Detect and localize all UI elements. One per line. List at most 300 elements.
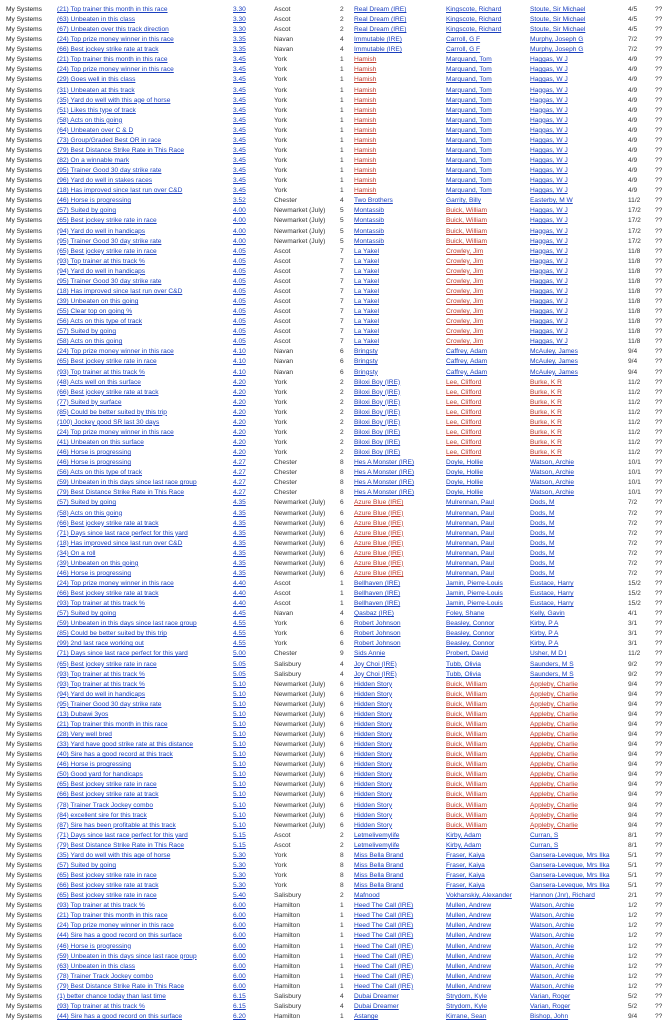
- horse-link[interactable]: Real Dream (IRE): [354, 6, 407, 13]
- race-time-link[interactable]: 3.45: [233, 56, 246, 64]
- system-rule-link[interactable]: (59) Unbeaten in this days since last race group: [57, 479, 197, 487]
- horse-link[interactable]: Mafnood: [354, 892, 380, 900]
- trainer-link[interactable]: Dods, M: [530, 549, 555, 557]
- horse-link[interactable]: Sids Annie: [354, 650, 386, 658]
- race-time-link[interactable]: 5.10: [233, 710, 246, 718]
- race-time-link[interactable]: 4.20: [233, 388, 246, 396]
- horse-link[interactable]: Hamish: [354, 146, 377, 154]
- horse-link[interactable]: Bringsty: [354, 348, 378, 356]
- race-time-link[interactable]: 4.40: [233, 579, 246, 587]
- race-time-link[interactable]: 6.00: [233, 972, 246, 980]
- jockey-link[interactable]: Marquand, Tom: [446, 76, 492, 84]
- horse-link[interactable]: Biloxi Boy (IRE): [354, 428, 401, 436]
- system-rule-link[interactable]: (39) Unbeaten on this going: [57, 559, 139, 567]
- horse-link[interactable]: Hidden Story: [354, 811, 393, 819]
- race-time-link[interactable]: 4.05: [233, 338, 246, 346]
- system-rule-link[interactable]: (95) Trainer Good 30 day strike rate: [57, 167, 162, 175]
- race-time-link[interactable]: 3.30: [233, 16, 246, 24]
- horse-link[interactable]: Heed The Call (IRE): [354, 912, 414, 920]
- system-rule-link[interactable]: (66) Best jockey strike rate at track: [57, 882, 159, 890]
- jockey-link[interactable]: Kirrane, Sean: [446, 1013, 487, 1020]
- race-time-link[interactable]: 6.00: [233, 922, 246, 930]
- trainer-link[interactable]: Curran, S: [530, 831, 559, 839]
- system-rule-link[interactable]: (21) Top trainer this month in this race: [57, 912, 168, 920]
- race-time-link[interactable]: 4.35: [233, 559, 246, 567]
- jockey-link[interactable]: Doyle, Hollie: [446, 479, 484, 487]
- system-rule-link[interactable]: (65) Best jockey strike rate in race: [57, 872, 157, 880]
- system-rule-link[interactable]: (24) Top prize money winner in this race: [57, 36, 174, 44]
- horse-link[interactable]: Hidden Story: [354, 720, 393, 728]
- jockey-link[interactable]: Strydom, Kyle: [446, 1002, 488, 1010]
- trainer-link[interactable]: Dods, M: [530, 559, 555, 567]
- race-time-link[interactable]: 5.10: [233, 811, 246, 819]
- system-rule-link[interactable]: (65) Best jockey strike rate in race: [57, 892, 157, 900]
- race-time-link[interactable]: 4.40: [233, 600, 246, 608]
- jockey-link[interactable]: Buick, William: [446, 821, 488, 829]
- system-rule-link[interactable]: (100) Jockey good SR last 30 days: [57, 418, 160, 426]
- trainer-link[interactable]: Burke, K R: [530, 418, 562, 426]
- trainer-link[interactable]: Eustace, Harry: [530, 590, 574, 598]
- system-rule-link[interactable]: (31) Unbeaten at this track: [57, 86, 135, 94]
- race-time-link[interactable]: 3.45: [233, 66, 246, 74]
- race-time-link[interactable]: 3.45: [233, 126, 246, 134]
- trainer-link[interactable]: Dods, M: [530, 569, 555, 577]
- trainer-link[interactable]: Burke, K R: [530, 388, 562, 396]
- system-rule-link[interactable]: (33) Yard have good strike rate at this distance: [57, 741, 194, 749]
- horse-link[interactable]: Real Dream (IRE): [354, 26, 407, 34]
- jockey-link[interactable]: Lee, Clifford: [446, 408, 482, 416]
- system-rule-link[interactable]: (39) Unbeaten on this going: [57, 298, 139, 306]
- system-rule-link[interactable]: (24) Top prize money winner in this race: [57, 579, 174, 587]
- trainer-link[interactable]: Appleby, Charlie: [530, 771, 578, 779]
- system-rule-link[interactable]: (59) Unbeaten in this days since last race group: [57, 952, 197, 960]
- horse-link[interactable]: Hidden Story: [354, 781, 393, 789]
- jockey-link[interactable]: Mullen, Andrew: [446, 902, 492, 910]
- trainer-link[interactable]: Appleby, Charlie: [530, 741, 578, 749]
- horse-link[interactable]: Miss Bella Brand: [354, 882, 404, 890]
- jockey-link[interactable]: Jamin, Pierre-Louis: [446, 590, 503, 598]
- system-rule-link[interactable]: (18) Has improved since last run over C&D: [57, 187, 183, 195]
- horse-link[interactable]: Hidden Story: [354, 821, 393, 829]
- jockey-link[interactable]: Mullen, Andrew: [446, 942, 492, 950]
- race-time-link[interactable]: 5.10: [233, 700, 246, 708]
- trainer-link[interactable]: Appleby, Charlie: [530, 791, 578, 799]
- race-time-link[interactable]: 3.45: [233, 187, 246, 195]
- jockey-link[interactable]: Probert, David: [446, 650, 489, 658]
- system-rule-link[interactable]: (63) Unbeaten in this class: [57, 16, 136, 24]
- system-rule-link[interactable]: (82) On a winnable mark: [57, 157, 130, 165]
- trainer-link[interactable]: Dods, M: [530, 499, 555, 507]
- system-rule-link[interactable]: (48) Acts well on this surface: [57, 378, 141, 386]
- system-rule-link[interactable]: (46) Horse is progressing: [57, 569, 132, 577]
- horse-link[interactable]: Hamish: [354, 157, 377, 165]
- jockey-link[interactable]: Kingscote, Richard: [446, 26, 502, 34]
- jockey-link[interactable]: Buick, William: [446, 781, 488, 789]
- system-rule-link[interactable]: (35) Yard do well with this age of horse: [57, 851, 171, 859]
- race-time-link[interactable]: 3.45: [233, 136, 246, 144]
- horse-link[interactable]: Hamish: [354, 167, 377, 175]
- jockey-link[interactable]: Mullen, Andrew: [446, 972, 492, 980]
- system-rule-link[interactable]: (71) Days since last race perfect for this yard: [57, 529, 188, 537]
- race-time-link[interactable]: 5.10: [233, 720, 246, 728]
- trainer-link[interactable]: Haggas, W J: [530, 237, 568, 245]
- jockey-link[interactable]: Lee, Clifford: [446, 428, 482, 436]
- horse-link[interactable]: Miss Bella Brand: [354, 861, 404, 869]
- horse-link[interactable]: La Yakel: [354, 287, 380, 295]
- jockey-link[interactable]: Caffrey, Adam: [446, 348, 488, 356]
- system-rule-link[interactable]: (46) Horse is progressing: [57, 459, 132, 467]
- race-time-link[interactable]: 4.20: [233, 449, 246, 457]
- horse-link[interactable]: Miss Bella Brand: [354, 872, 404, 880]
- race-time-link[interactable]: 4.05: [233, 308, 246, 316]
- system-rule-link[interactable]: (93) Top trainer at this track %: [57, 902, 145, 910]
- trainer-link[interactable]: Watson, Archie: [530, 912, 575, 920]
- trainer-link[interactable]: Burke, K R: [530, 378, 562, 386]
- race-time-link[interactable]: 3.45: [233, 86, 246, 94]
- system-rule-link[interactable]: (79) Best Distance Strike Rate in This Race: [57, 841, 185, 849]
- system-rule-link[interactable]: (66) Best jockey strike rate at track: [57, 46, 159, 54]
- race-time-link[interactable]: 4.45: [233, 610, 246, 618]
- race-time-link[interactable]: 4.35: [233, 529, 246, 537]
- trainer-link[interactable]: Stoute, Sir Michael: [530, 26, 586, 34]
- trainer-link[interactable]: Saunders, M S: [530, 670, 574, 678]
- trainer-link[interactable]: Watson, Archie: [530, 952, 575, 960]
- trainer-link[interactable]: Watson, Archie: [530, 922, 575, 930]
- jockey-link[interactable]: Doyle, Hollie: [446, 489, 484, 497]
- race-time-link[interactable]: 6.00: [233, 982, 246, 990]
- trainer-link[interactable]: Watson, Archie: [530, 902, 575, 910]
- horse-link[interactable]: La Yakel: [354, 338, 380, 346]
- system-rule-link[interactable]: (87) Sire has been profitable at this track: [57, 821, 176, 829]
- jockey-link[interactable]: Mullen, Andrew: [446, 982, 492, 990]
- system-rule-link[interactable]: (50) Good yard for handicaps: [57, 771, 143, 779]
- trainer-link[interactable]: Haggas, W J: [530, 217, 568, 225]
- horse-link[interactable]: Two Brothers: [354, 197, 393, 205]
- jockey-link[interactable]: Crowley, Jim: [446, 257, 484, 265]
- horse-link[interactable]: Azure Blue (IRE): [354, 549, 404, 557]
- jockey-link[interactable]: Lee, Clifford: [446, 388, 482, 396]
- trainer-link[interactable]: Haggas, W J: [530, 106, 568, 114]
- race-time-link[interactable]: 5.05: [233, 660, 246, 668]
- jockey-link[interactable]: Mullen, Andrew: [446, 932, 492, 940]
- jockey-link[interactable]: Doyle, Hollie: [446, 459, 484, 467]
- horse-link[interactable]: Robert Johnson: [354, 640, 401, 648]
- jockey-link[interactable]: Buick, William: [446, 690, 488, 698]
- system-rule-link[interactable]: (24) Top prize money winner in this race: [57, 428, 174, 436]
- system-rule-link[interactable]: (93) Top trainer at this track %: [57, 257, 145, 265]
- horse-link[interactable]: Letmelivemylife: [354, 841, 400, 849]
- system-rule-link[interactable]: (21) Top trainer this month in this race: [57, 56, 168, 64]
- horse-link[interactable]: Hidden Story: [354, 791, 393, 799]
- system-rule-link[interactable]: (73) Group/Graded Best OR in race: [57, 136, 162, 144]
- system-rule-link[interactable]: (93) Top trainer at this track %: [57, 1002, 145, 1010]
- jockey-link[interactable]: Lee, Clifford: [446, 398, 482, 406]
- horse-link[interactable]: Hamish: [354, 187, 377, 195]
- jockey-link[interactable]: Lee, Clifford: [446, 449, 482, 457]
- horse-link[interactable]: Hamish: [354, 177, 377, 185]
- horse-link[interactable]: Immutable (IRE): [354, 46, 402, 54]
- race-time-link[interactable]: 4.55: [233, 630, 246, 638]
- trainer-link[interactable]: Appleby, Charlie: [530, 731, 578, 739]
- system-rule-link[interactable]: (65) Best jockey strike rate in race: [57, 781, 157, 789]
- system-rule-link[interactable]: (78) Trainer Track Jockey combo: [57, 801, 154, 809]
- jockey-link[interactable]: Garrity, Billy: [446, 197, 482, 205]
- system-rule-link[interactable]: (94) Yard do well in handicaps: [57, 690, 146, 698]
- jockey-link[interactable]: Kirby, Adam: [446, 831, 482, 839]
- jockey-link[interactable]: Buick, William: [446, 761, 488, 769]
- trainer-link[interactable]: Haggas, W J: [530, 328, 568, 336]
- race-time-link[interactable]: 4.35: [233, 539, 246, 547]
- jockey-link[interactable]: Buick, William: [446, 741, 488, 749]
- system-rule-link[interactable]: (77) Suited by surface: [57, 398, 122, 406]
- race-time-link[interactable]: 4.05: [233, 277, 246, 285]
- system-rule-link[interactable]: (57) Suited by going: [57, 207, 117, 215]
- trainer-link[interactable]: Haggas, W J: [530, 247, 568, 255]
- horse-link[interactable]: Heed The Call (IRE): [354, 982, 414, 990]
- jockey-link[interactable]: Tubb, Olivia: [446, 660, 481, 668]
- race-time-link[interactable]: 6.00: [233, 932, 246, 940]
- race-time-link[interactable]: 3.45: [233, 167, 246, 175]
- system-rule-link[interactable]: (56) Acts on this type of track: [57, 469, 143, 477]
- system-rule-link[interactable]: (79) Best Distance Strike Rate in This Race: [57, 146, 185, 154]
- trainer-link[interactable]: Haggas, W J: [530, 96, 568, 104]
- horse-link[interactable]: La Yakel: [354, 277, 380, 285]
- trainer-link[interactable]: Appleby, Charlie: [530, 710, 578, 718]
- system-rule-link[interactable]: (46) Horse is progressing: [57, 761, 132, 769]
- system-rule-link[interactable]: (93) Top trainer at this track %: [57, 680, 145, 688]
- trainer-link[interactable]: Appleby, Charlie: [530, 751, 578, 759]
- jockey-link[interactable]: Jamin, Pierre-Louis: [446, 600, 503, 608]
- horse-link[interactable]: Joy Choi (IRE): [354, 670, 397, 678]
- trainer-link[interactable]: Watson, Archie: [530, 489, 575, 497]
- race-time-link[interactable]: 6.00: [233, 962, 246, 970]
- system-rule-link[interactable]: (29) Goes well in this class: [57, 76, 136, 84]
- race-time-link[interactable]: 5.10: [233, 821, 246, 829]
- trainer-link[interactable]: Burke, K R: [530, 428, 562, 436]
- horse-link[interactable]: Heed The Call (IRE): [354, 932, 414, 940]
- system-rule-link[interactable]: (95) Trainer Good 30 day strike rate: [57, 237, 162, 245]
- jockey-link[interactable]: Buick, William: [446, 710, 488, 718]
- race-time-link[interactable]: 4.20: [233, 428, 246, 436]
- jockey-link[interactable]: Kingscote, Richard: [446, 6, 502, 13]
- trainer-link[interactable]: Watson, Archie: [530, 469, 575, 477]
- trainer-link[interactable]: Haggas, W J: [530, 227, 568, 235]
- system-rule-link[interactable]: (46) Horse is progressing: [57, 197, 132, 205]
- system-rule-link[interactable]: (65) Best jockey strike rate in race: [57, 660, 157, 668]
- horse-link[interactable]: Hamish: [354, 106, 377, 114]
- system-rule-link[interactable]: (40) Sire has a good record at this track: [57, 751, 173, 759]
- horse-link[interactable]: Letmelivemylife: [354, 831, 400, 839]
- jockey-link[interactable]: Marquand, Tom: [446, 167, 492, 175]
- trainer-link[interactable]: Haggas, W J: [530, 207, 568, 215]
- trainer-link[interactable]: Appleby, Charlie: [530, 690, 578, 698]
- horse-link[interactable]: La Yakel: [354, 257, 380, 265]
- horse-link[interactable]: Montassib: [354, 207, 385, 215]
- horse-link[interactable]: Azure Blue (IRE): [354, 519, 404, 527]
- jockey-link[interactable]: Crowley, Jim: [446, 338, 484, 346]
- horse-link[interactable]: Biloxi Boy (IRE): [354, 398, 401, 406]
- horse-link[interactable]: Biloxi Boy (IRE): [354, 449, 401, 457]
- jockey-link[interactable]: Tubb, Olivia: [446, 670, 481, 678]
- jockey-link[interactable]: Marquand, Tom: [446, 187, 492, 195]
- system-rule-link[interactable]: (99) 2nd last race working out: [57, 640, 144, 648]
- race-time-link[interactable]: 4.35: [233, 569, 246, 577]
- horse-link[interactable]: Azure Blue (IRE): [354, 529, 404, 537]
- race-time-link[interactable]: 4.55: [233, 640, 246, 648]
- jockey-link[interactable]: Marquand, Tom: [446, 157, 492, 165]
- race-time-link[interactable]: 3.45: [233, 146, 246, 154]
- race-time-link[interactable]: 4.27: [233, 469, 246, 477]
- trainer-link[interactable]: Watson, Archie: [530, 962, 575, 970]
- jockey-link[interactable]: Marquand, Tom: [446, 56, 492, 64]
- jockey-link[interactable]: Crowley, Jim: [446, 287, 484, 295]
- horse-link[interactable]: Hes A Monster (IRE): [354, 459, 415, 467]
- horse-link[interactable]: Biloxi Boy (IRE): [354, 408, 401, 416]
- jockey-link[interactable]: Crowley, Jim: [446, 247, 484, 255]
- trainer-link[interactable]: Murphy, Joseph G: [530, 46, 584, 54]
- system-rule-link[interactable]: (44) Sire has a good record on this surface: [57, 1013, 182, 1020]
- jockey-link[interactable]: Crowley, Jim: [446, 267, 484, 275]
- race-time-link[interactable]: 3.35: [233, 36, 246, 44]
- horse-link[interactable]: Real Dream (IRE): [354, 16, 407, 24]
- horse-link[interactable]: Azure Blue (IRE): [354, 559, 404, 567]
- race-time-link[interactable]: 5.05: [233, 670, 246, 678]
- jockey-link[interactable]: Buick, William: [446, 217, 488, 225]
- horse-link[interactable]: Dubai Dreamer: [354, 992, 399, 1000]
- jockey-link[interactable]: Mullen, Andrew: [446, 922, 492, 930]
- race-time-link[interactable]: 4.40: [233, 590, 246, 598]
- horse-link[interactable]: La Yakel: [354, 308, 380, 316]
- race-time-link[interactable]: 3.30: [233, 6, 246, 13]
- trainer-link[interactable]: Haggas, W J: [530, 146, 568, 154]
- horse-link[interactable]: Heed The Call (IRE): [354, 942, 414, 950]
- horse-link[interactable]: Hidden Story: [354, 700, 393, 708]
- trainer-link[interactable]: Haggas, W J: [530, 136, 568, 144]
- jockey-link[interactable]: Marquand, Tom: [446, 146, 492, 154]
- jockey-link[interactable]: Buick, William: [446, 791, 488, 799]
- trainer-link[interactable]: Appleby, Charlie: [530, 700, 578, 708]
- trainer-link[interactable]: Dods, M: [530, 539, 555, 547]
- jockey-link[interactable]: Marquand, Tom: [446, 86, 492, 94]
- jockey-link[interactable]: Strydom, Kyle: [446, 992, 488, 1000]
- race-time-link[interactable]: 5.10: [233, 781, 246, 789]
- system-rule-link[interactable]: (51) Likes this type of track: [57, 106, 136, 114]
- horse-link[interactable]: Hamish: [354, 136, 377, 144]
- trainer-link[interactable]: Appleby, Charlie: [530, 781, 578, 789]
- trainer-link[interactable]: Haggas, W J: [530, 66, 568, 74]
- horse-link[interactable]: Hidden Story: [354, 751, 393, 759]
- race-time-link[interactable]: 5.10: [233, 761, 246, 769]
- race-time-link[interactable]: 6.00: [233, 952, 246, 960]
- jockey-link[interactable]: Beasley, Connor: [446, 620, 495, 628]
- system-rule-link[interactable]: (66) Best jockey strike rate at track: [57, 791, 159, 799]
- race-time-link[interactable]: 4.35: [233, 509, 246, 517]
- horse-link[interactable]: Hidden Story: [354, 731, 393, 739]
- trainer-link[interactable]: Haggas, W J: [530, 318, 568, 326]
- race-time-link[interactable]: 5.10: [233, 741, 246, 749]
- trainer-link[interactable]: Saunders, M S: [530, 660, 574, 668]
- race-time-link[interactable]: 5.10: [233, 801, 246, 809]
- race-time-link[interactable]: 5.10: [233, 731, 246, 739]
- horse-link[interactable]: Immutable (IRE): [354, 36, 402, 44]
- jockey-link[interactable]: Kingscote, Richard: [446, 16, 502, 24]
- horse-link[interactable]: Hidden Story: [354, 710, 393, 718]
- race-time-link[interactable]: 4.27: [233, 459, 246, 467]
- race-time-link[interactable]: 6.00: [233, 912, 246, 920]
- jockey-link[interactable]: Mulrennan, Paul: [446, 509, 495, 517]
- race-time-link[interactable]: 3.45: [233, 76, 246, 84]
- trainer-link[interactable]: McAuley, James: [530, 368, 578, 376]
- race-time-link[interactable]: 4.05: [233, 287, 246, 295]
- trainer-link[interactable]: Haggas, W J: [530, 338, 568, 346]
- race-time-link[interactable]: 4.00: [233, 207, 246, 215]
- horse-link[interactable]: Azure Blue (IRE): [354, 499, 404, 507]
- race-time-link[interactable]: 4.20: [233, 408, 246, 416]
- jockey-link[interactable]: Mulrennan, Paul: [446, 569, 495, 577]
- race-time-link[interactable]: 3.35: [233, 46, 246, 54]
- race-time-link[interactable]: 4.05: [233, 318, 246, 326]
- system-rule-link[interactable]: (24) Top prize money winner in this race: [57, 66, 174, 74]
- jockey-link[interactable]: Mulrennan, Paul: [446, 549, 495, 557]
- jockey-link[interactable]: Lee, Clifford: [446, 418, 482, 426]
- system-rule-link[interactable]: (57) Suited by going: [57, 499, 117, 507]
- horse-link[interactable]: Heed The Call (IRE): [354, 952, 414, 960]
- jockey-link[interactable]: Carroll, G F: [446, 36, 481, 44]
- race-time-link[interactable]: 4.20: [233, 439, 246, 446]
- system-rule-link[interactable]: (78) Trainer Track Jockey combo: [57, 972, 154, 980]
- trainer-link[interactable]: Easterby, M W: [530, 197, 573, 205]
- race-time-link[interactable]: 4.00: [233, 237, 246, 245]
- horse-link[interactable]: Heed The Call (IRE): [354, 922, 414, 930]
- trainer-link[interactable]: Appleby, Charlie: [530, 720, 578, 728]
- system-rule-link[interactable]: (41) Unbeaten on this surface: [57, 439, 144, 446]
- trainer-link[interactable]: Haggas, W J: [530, 298, 568, 306]
- jockey-link[interactable]: Doyle, Hollie: [446, 469, 484, 477]
- horse-link[interactable]: Hamish: [354, 76, 377, 84]
- system-rule-link[interactable]: (21) Top trainer this month in this race: [57, 720, 168, 728]
- horse-link[interactable]: Hidden Story: [354, 771, 393, 779]
- trainer-link[interactable]: Watson, Archie: [530, 459, 575, 467]
- system-rule-link[interactable]: (63) Unbeaten in this class: [57, 962, 136, 970]
- jockey-link[interactable]: Kirby, Adam: [446, 841, 482, 849]
- horse-link[interactable]: Dubai Dreamer: [354, 1002, 399, 1010]
- system-rule-link[interactable]: (85) Could be better suited by this trip: [57, 408, 167, 416]
- system-rule-link[interactable]: (24) Top prize money winner in this race: [57, 922, 174, 930]
- jockey-link[interactable]: Buick, William: [446, 700, 488, 708]
- horse-link[interactable]: La Yakel: [354, 267, 380, 275]
- horse-link[interactable]: Hidden Story: [354, 690, 393, 698]
- trainer-link[interactable]: Appleby, Charlie: [530, 761, 578, 769]
- system-rule-link[interactable]: (94) Yard do well in handicaps: [57, 227, 146, 235]
- horse-link[interactable]: Hamish: [354, 66, 377, 74]
- horse-link[interactable]: Biloxi Boy (IRE): [354, 388, 401, 396]
- jockey-link[interactable]: Lee, Clifford: [446, 439, 482, 446]
- race-time-link[interactable]: 6.15: [233, 992, 246, 1000]
- race-time-link[interactable]: 5.30: [233, 861, 246, 869]
- jockey-link[interactable]: Buick, William: [446, 771, 488, 779]
- horse-link[interactable]: La Yakel: [354, 328, 380, 336]
- system-rule-link[interactable]: (79) Best Distance Strike Rate in This Race: [57, 982, 185, 990]
- jockey-link[interactable]: Vokhanskiy, Alexander: [446, 892, 512, 900]
- trainer-link[interactable]: Haggas, W J: [530, 167, 568, 175]
- trainer-link[interactable]: Watson, Archie: [530, 982, 575, 990]
- trainer-link[interactable]: Gansera-Leveque, Mrs Ilka: [530, 882, 610, 890]
- horse-link[interactable]: Hidden Story: [354, 761, 393, 769]
- jockey-link[interactable]: Foley, Shane: [446, 610, 485, 618]
- jockey-link[interactable]: Crowley, Jim: [446, 328, 484, 336]
- horse-link[interactable]: Azure Blue (IRE): [354, 539, 404, 547]
- jockey-link[interactable]: Marquand, Tom: [446, 136, 492, 144]
